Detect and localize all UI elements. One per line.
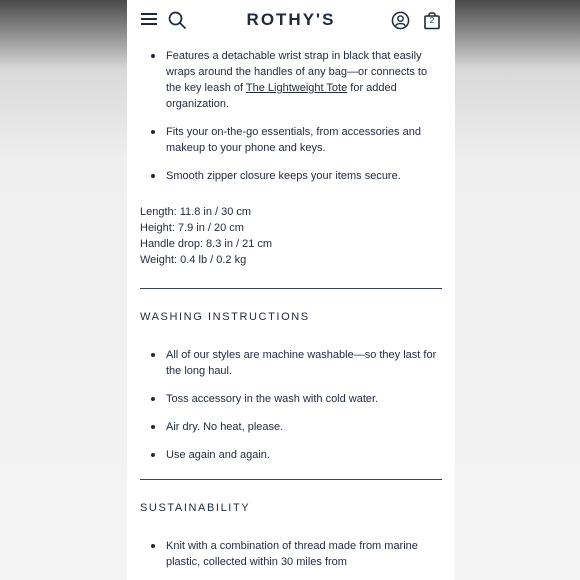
section-divider: [140, 479, 442, 480]
washing-instructions-title[interactable]: WASHING INSTRUCTIONS: [140, 311, 310, 323]
spec-weight: Weight: 0.4 lb / 0.2 kg: [140, 254, 247, 266]
background-right: [455, 0, 580, 580]
lightweight-tote-link[interactable]: The Lightweight Tote: [245, 82, 348, 94]
spec-length: Length: 11.8 in / 30 cm: [140, 206, 252, 218]
feature-list: [127, 48, 455, 184]
spec-handle-drop: Handle drop: 8.3 in / 21 cm: [140, 238, 273, 250]
list-item: Fits your on-the-go essentials, from accessories and makeup to your phone and keys.: [127, 124, 455, 156]
brand-logo[interactable]: ROTHY'S: [246, 10, 336, 29]
background-left: [0, 0, 127, 580]
sustainability-list: [127, 538, 455, 570]
site-header: [127, 0, 455, 40]
list-item: Toss accessory in the wash with cold water.: [127, 391, 455, 407]
product-specs: [127, 204, 455, 268]
sustainability-title[interactable]: SUSTAINABILITY: [140, 502, 251, 514]
list-item: Features a detachable wrist strap in black that easily wraps around the handles of any bag—or connects to the key leash of The Lightweight Tote for added organization.: [127, 48, 455, 112]
list-item: Use again and again.: [127, 447, 455, 463]
spec-height: Height: 7.9 in / 20 cm: [140, 222, 244, 234]
list-item: All of our styles are machine washable—so they last for the long haul.: [127, 347, 455, 379]
washing-list: [127, 347, 455, 463]
product-details-content: [127, 48, 455, 580]
bag-count-badge: 2: [429, 16, 435, 25]
list-item: Air dry. No heat, please.: [127, 419, 455, 435]
list-item: Smooth zipper closure keeps your items secure.: [127, 168, 455, 184]
section-divider: [140, 288, 442, 289]
phone-screen: [127, 0, 455, 580]
account-icon[interactable]: [391, 11, 410, 30]
list-item: Knit with a combination of thread made from marine plastic, collected within 30 miles from: [127, 538, 455, 570]
